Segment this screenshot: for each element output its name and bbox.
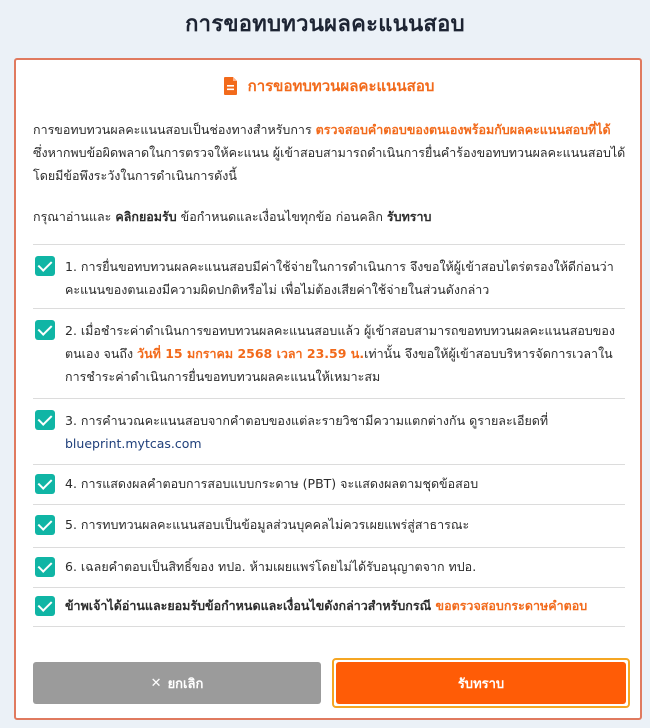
term-item	[33, 465, 625, 505]
term-item	[33, 245, 625, 309]
intro-text	[33, 118, 629, 187]
cancel-button[interactable]	[33, 662, 321, 704]
term-item	[33, 309, 625, 399]
term-item	[33, 588, 625, 627]
page-title: การขอทบทวนผลคะแนนสอบ	[185, 12, 465, 37]
close-icon: ✕	[150, 675, 162, 691]
term-item	[33, 505, 625, 548]
deadline-highlight: วันที่ 15 มกราคม 2568 เวลา 23.59 น.	[137, 346, 365, 361]
term-text-part: เท่านั้น จึงขอให้ผู้เข้าสอบบริหารจัดการเวลาในการชำระค่าดำเนินการยื่นขอทบทวนผลคะแนนให้เหมาะสม	[65, 346, 613, 384]
instruction-bold-accept: คลิกยอมรับ	[115, 209, 177, 224]
term-checkbox[interactable]	[35, 410, 55, 430]
term-checkbox[interactable]	[35, 596, 55, 616]
instruction-part2: ข้อกำหนดและเงื่อนไขทุกข้อ ก่อนคลิก	[176, 209, 387, 224]
answer-sheet-highlight: ขอตรวจสอบกระดาษคำตอบ	[435, 598, 588, 613]
term-checkbox[interactable]	[35, 320, 55, 340]
intro-part2: ซึ่งหากพบข้อผิดพลาดในการตรวจให้คะแนน ผู้เข้าสอบสามารถดำเนินการยื่นคำร้องขอทบทวนผลคะแนนสอบได้ โดยมีข้อพึงระวังในการดำเนินการดังนี้	[33, 145, 626, 183]
term-text	[65, 319, 625, 388]
acknowledge-button[interactable]	[332, 658, 630, 708]
instruction-text	[33, 207, 629, 227]
term-item	[33, 399, 625, 465]
term-item	[33, 548, 625, 588]
acknowledge-label: รับทราบ	[457, 676, 505, 692]
dialog-header	[16, 74, 640, 98]
intro-highlight: ตรวจสอบคำตอบของตนเองพร้อมกับผลคะแนนสอบที่ได้	[315, 122, 611, 137]
intro-part1: การขอทบทวนผลคะแนนสอบเป็นช่องทางสำหรับการ	[33, 122, 316, 137]
term-checkbox[interactable]	[35, 557, 55, 577]
term-text-part: ข้าพเจ้าได้อ่านและยอมรับข้อกำหนดและเงื่อนไขดังกล่าวสำหรับกรณี	[65, 598, 436, 613]
acknowledge-button-face[interactable]	[336, 662, 626, 704]
term-text-part: 3. การคำนวณคะแนนสอบจากคำตอบของแต่ละรายวิชามีความแตกต่างกัน ดูรายละเอียดที่	[65, 413, 549, 428]
term-text: 4. การแสดงผลคำตอบการสอบแบบกระดาษ (PBT) จะแสดงผลตามชุดข้อสอบ	[65, 476, 479, 491]
terms-list	[33, 244, 625, 627]
term-text: 5. การทบทวนผลคะแนนสอบเป็นข้อมูลส่วนบุคคลไม่ควรเผยแพร่สู่สาธารณะ	[65, 517, 470, 532]
term-text-part: 2. เมื่อชำระค่าดำเนินการขอทบทวนผลคะแนนสอบแล้ว ผู้เข้าสอบสามารถขอทบทวนผลคะแนนสอบของ ตนเอง จนถึง	[65, 323, 615, 361]
blueprint-link[interactable]: blueprint.mytcas.com	[65, 436, 202, 451]
review-dialog	[14, 58, 642, 720]
term-checkbox[interactable]	[35, 474, 55, 494]
instruction-part1: กรุณาอ่านและ	[33, 209, 116, 224]
cancel-label: ยกเลิก	[167, 676, 204, 692]
term-checkbox[interactable]	[35, 256, 55, 276]
instruction-bold-acknowledge: รับทราบ	[386, 209, 432, 224]
term-text: 1. การยื่นขอทบทวนผลคะแนนสอบมีค่าใช้จ่ายในการดำเนินการ จึงขอให้ผู้เข้าสอบไตร่ตรองให้ดีก่อนว่า คะแนนของตนเองมีความผิดปกติหรือไม่ เพื่อไม่ต้องเสียค่าใช้จ่ายในส่วนดังกล่าว	[65, 259, 614, 297]
term-text	[65, 409, 548, 455]
term-checkbox[interactable]	[35, 515, 55, 535]
dialog-title: การขอทบทวนผลคะแนนสอบ	[247, 77, 435, 95]
term-text	[65, 596, 587, 616]
term-text: 6. เฉลยคำตอบเป็นสิทธิ์ของ ทปอ. ห้ามเผยแพร่โดยไม่ได้รับอนุญาตจาก ทปอ.	[65, 559, 477, 574]
document-icon	[222, 76, 240, 96]
